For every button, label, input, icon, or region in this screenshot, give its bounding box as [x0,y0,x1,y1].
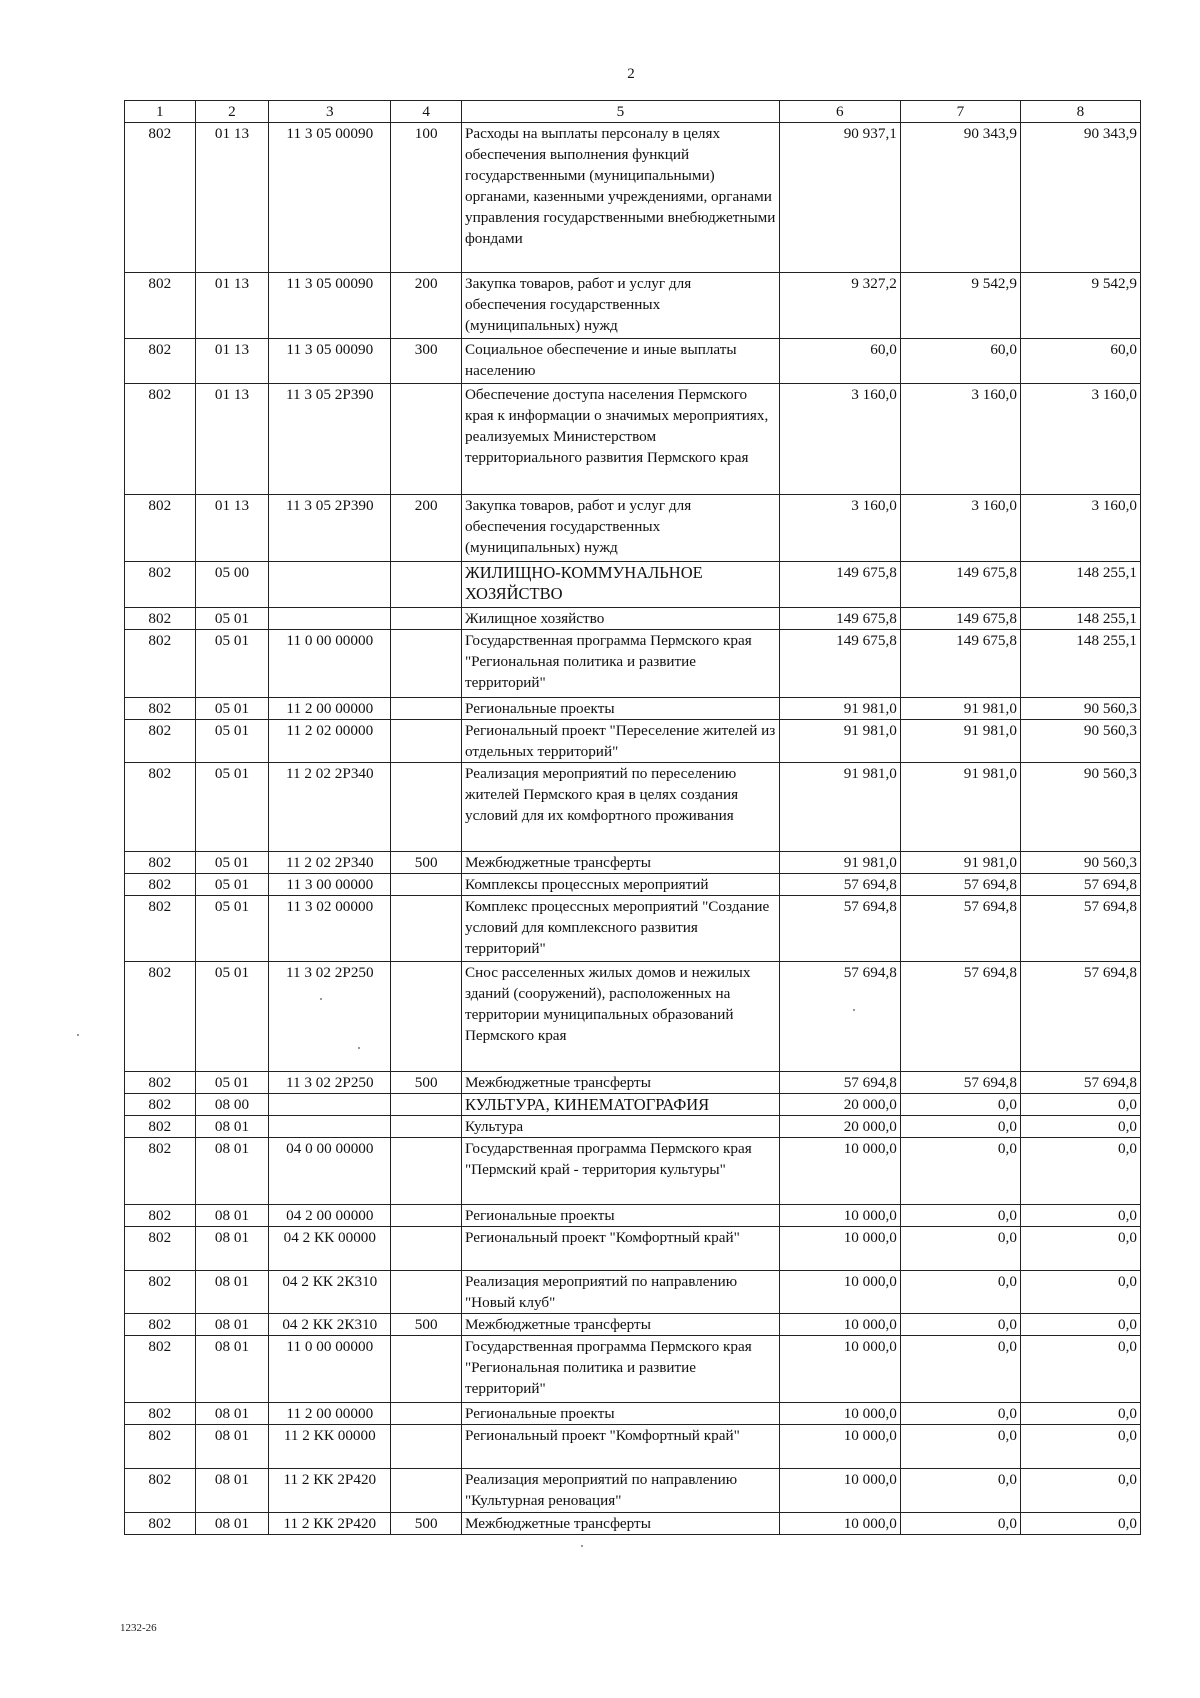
description: Региональные проекты [461,1205,779,1227]
grbs-code: 802 [125,874,196,896]
expense-type [391,562,462,608]
amount-col7: 9 542,9 [900,273,1020,339]
table-row [125,339,1141,384]
amount-col6: 9 327,2 [779,273,900,339]
description: Реализация мероприятий по направлению "Культурная реновация" [461,1469,779,1513]
amount-col8: 0,0 [1020,1469,1140,1513]
scan-speck [320,998,322,1000]
target-article: 11 2 02 2Р340 [269,852,391,874]
description: Комплекс процессных мероприятий "Создание условий для комплексного развития территорий" [461,896,779,962]
amount-col6: 57 694,8 [779,1072,900,1094]
table-row [125,896,1141,962]
description: Региональный проект "Комфортный край" [461,1227,779,1271]
expense-type [391,1403,462,1425]
section-code: 08 01 [195,1271,269,1314]
target-article: 11 3 05 00090 [269,273,391,339]
amount-col7: 0,0 [900,1138,1020,1205]
table-row [125,495,1141,562]
amount-col7: 0,0 [900,1227,1020,1271]
amount-col8: 0,0 [1020,1271,1140,1314]
col-header-2: 2 [195,101,269,123]
table-row [125,962,1141,1072]
amount-col8: 57 694,8 [1020,896,1140,962]
section-code: 08 00 [195,1094,269,1116]
description: Региональный проект "Переселение жителей из отдельных территорий" [461,720,779,763]
target-article: 11 3 05 2Р390 [269,495,391,562]
table-row [125,1227,1141,1271]
col-header-3: 3 [269,101,391,123]
col-header-4: 4 [391,101,462,123]
description: Межбюджетные трансферты [461,852,779,874]
section-code: 08 01 [195,1116,269,1138]
amount-col8: 90 560,3 [1020,698,1140,720]
amount-col8: 148 255,1 [1020,630,1140,698]
amount-col7: 57 694,8 [900,874,1020,896]
grbs-code: 802 [125,1403,196,1425]
amount-col7: 0,0 [900,1205,1020,1227]
amount-col7: 0,0 [900,1403,1020,1425]
amount-col7: 0,0 [900,1116,1020,1138]
grbs-code: 802 [125,1469,196,1513]
grbs-code: 802 [125,630,196,698]
expense-type [391,1227,462,1271]
expense-type [391,1116,462,1138]
amount-col7: 60,0 [900,339,1020,384]
amount-col8: 57 694,8 [1020,962,1140,1072]
expense-type: 100 [391,123,462,273]
expense-type: 500 [391,1072,462,1094]
expense-type: 500 [391,1513,462,1535]
grbs-code: 802 [125,562,196,608]
section-code: 08 01 [195,1403,269,1425]
grbs-code: 802 [125,495,196,562]
expense-type [391,1138,462,1205]
amount-col7: 0,0 [900,1425,1020,1469]
document-code: 1232-26 [120,1622,157,1634]
page-number: 2 [627,66,635,82]
target-article: 11 2 КК 2Р420 [269,1513,391,1535]
amount-col6: 91 981,0 [779,720,900,763]
section-code: 01 13 [195,339,269,384]
description: ЖИЛИЩНО-КОММУНАЛЬНОЕ ХОЗЯЙСТВО [461,562,779,608]
amount-col6: 60,0 [779,339,900,384]
amount-col8: 0,0 [1020,1314,1140,1336]
scan-speck [77,1034,79,1036]
amount-col7: 90 343,9 [900,123,1020,273]
grbs-code: 802 [125,1336,196,1403]
amount-col6: 3 160,0 [779,495,900,562]
amount-col8: 57 694,8 [1020,874,1140,896]
expense-type [391,874,462,896]
amount-col7: 0,0 [900,1271,1020,1314]
expense-type [391,384,462,495]
expense-type [391,1425,462,1469]
expense-type: 500 [391,1314,462,1336]
section-code: 05 01 [195,1072,269,1094]
target-article: 04 2 КК 2К310 [269,1314,391,1336]
grbs-code: 802 [125,720,196,763]
section-code: 08 01 [195,1469,269,1513]
description: Реализация мероприятий по переселению жителей Пермского края в целях создания условий для их комфортного проживания [461,763,779,852]
grbs-code: 802 [125,763,196,852]
amount-col7: 57 694,8 [900,962,1020,1072]
amount-col6: 10 000,0 [779,1138,900,1205]
description: Жилищное хозяйство [461,608,779,630]
amount-col8: 0,0 [1020,1138,1140,1205]
section-code: 05 01 [195,630,269,698]
amount-col7: 149 675,8 [900,562,1020,608]
expense-type [391,720,462,763]
amount-col8: 90 560,3 [1020,852,1140,874]
target-article: 11 3 05 00090 [269,339,391,384]
amount-col8: 9 542,9 [1020,273,1140,339]
col-header-1: 1 [125,101,196,123]
amount-col8: 90 560,3 [1020,720,1140,763]
description: Комплексы процессных мероприятий [461,874,779,896]
table-row [125,1336,1141,1403]
grbs-code: 802 [125,608,196,630]
amount-col6: 10 000,0 [779,1469,900,1513]
target-article: 04 2 00 00000 [269,1205,391,1227]
description: Обеспечение доступа населения Пермского края к информации о значимых мероприятиях, реализуемых Министерством территориального развития Пермского края [461,384,779,495]
section-code: 05 01 [195,698,269,720]
description: Расходы на выплаты персоналу в целях обеспечения выполнения функций государственными (муниципальными) органами, казенными учреждениями, органами управления государственными внебюджетными фондами [461,123,779,273]
amount-col6: 10 000,0 [779,1336,900,1403]
expense-type [391,896,462,962]
amount-col8: 3 160,0 [1020,384,1140,495]
col-header-7: 7 [900,101,1020,123]
budget-table [124,100,1141,1535]
amount-col7: 0,0 [900,1094,1020,1116]
amount-col7: 149 675,8 [900,608,1020,630]
section-code: 01 13 [195,123,269,273]
col-header-5: 5 [461,101,779,123]
grbs-code: 802 [125,339,196,384]
target-article [269,1116,391,1138]
target-article: 04 0 00 00000 [269,1138,391,1205]
table-row [125,273,1141,339]
target-article: 11 2 КК 00000 [269,1425,391,1469]
table-row [125,852,1141,874]
description: Государственная программа Пермского края "Пермский край - территория культуры" [461,1138,779,1205]
table-row [125,720,1141,763]
amount-col7: 3 160,0 [900,495,1020,562]
amount-col6: 10 000,0 [779,1425,900,1469]
target-article: 11 2 КК 2Р420 [269,1469,391,1513]
col-header-8: 8 [1020,101,1140,123]
target-article: 11 3 02 2Р250 [269,962,391,1072]
expense-type: 500 [391,852,462,874]
table-row [125,1271,1141,1314]
grbs-code: 802 [125,896,196,962]
scan-speck [581,1545,583,1547]
target-article [269,562,391,608]
amount-col7: 0,0 [900,1336,1020,1403]
amount-col7: 57 694,8 [900,896,1020,962]
grbs-code: 802 [125,1205,196,1227]
expense-type: 200 [391,495,462,562]
amount-col8: 0,0 [1020,1094,1140,1116]
grbs-code: 802 [125,1138,196,1205]
amount-col6: 20 000,0 [779,1094,900,1116]
expense-type [391,608,462,630]
amount-col7: 91 981,0 [900,720,1020,763]
grbs-code: 802 [125,698,196,720]
expense-type [391,1271,462,1314]
description: КУЛЬТУРА, КИНЕМАТОГРАФИЯ [461,1094,779,1116]
grbs-code: 802 [125,852,196,874]
section-code: 08 01 [195,1314,269,1336]
amount-col7: 0,0 [900,1314,1020,1336]
amount-col8: 148 255,1 [1020,608,1140,630]
section-code: 08 01 [195,1205,269,1227]
description: Региональный проект "Комфортный край" [461,1425,779,1469]
section-code: 08 01 [195,1138,269,1205]
amount-col7: 0,0 [900,1513,1020,1535]
grbs-code: 802 [125,123,196,273]
section-code: 05 01 [195,608,269,630]
section-code: 08 01 [195,1336,269,1403]
amount-col8: 0,0 [1020,1116,1140,1138]
expense-type [391,1336,462,1403]
amount-col8: 0,0 [1020,1425,1140,1469]
expense-type [391,1469,462,1513]
expense-type [391,698,462,720]
section-code: 01 13 [195,495,269,562]
section-code: 05 01 [195,962,269,1072]
amount-col6: 10 000,0 [779,1314,900,1336]
description: Межбюджетные трансферты [461,1314,779,1336]
table-row [125,630,1141,698]
amount-col8: 0,0 [1020,1205,1140,1227]
grbs-code: 802 [125,962,196,1072]
target-article [269,608,391,630]
target-article: 11 0 00 00000 [269,1336,391,1403]
amount-col8: 90 560,3 [1020,763,1140,852]
table-row [125,1116,1141,1138]
amount-col7: 149 675,8 [900,630,1020,698]
amount-col8: 0,0 [1020,1403,1140,1425]
expense-type [391,630,462,698]
table-body [125,123,1141,1535]
table-row [125,763,1141,852]
description: Государственная программа Пермского края "Региональная политика и развитие территорий" [461,1336,779,1403]
expense-type [391,1094,462,1116]
section-code: 05 01 [195,874,269,896]
target-article: 04 2 КК 2К310 [269,1271,391,1314]
table-row [125,1072,1141,1094]
description: Социальное обеспечение и иные выплаты населению [461,339,779,384]
description: Реализация мероприятий по направлению "Новый клуб" [461,1271,779,1314]
description: Закупка товаров, работ и услуг для обеспечения государственных (муниципальных) нужд [461,273,779,339]
table-row [125,1314,1141,1336]
section-code: 05 01 [195,852,269,874]
section-code: 05 01 [195,763,269,852]
description: Региональные проекты [461,698,779,720]
grbs-code: 802 [125,1094,196,1116]
expense-type [391,962,462,1072]
description: Культура [461,1116,779,1138]
scan-speck [853,1009,855,1011]
amount-col7: 91 981,0 [900,852,1020,874]
amount-col6: 149 675,8 [779,630,900,698]
amount-col6: 20 000,0 [779,1116,900,1138]
amount-col8: 0,0 [1020,1513,1140,1535]
table-row [125,698,1141,720]
amount-col6: 10 000,0 [779,1271,900,1314]
target-article: 11 3 05 00090 [269,123,391,273]
amount-col8: 0,0 [1020,1336,1140,1403]
amount-col8: 0,0 [1020,1227,1140,1271]
amount-col7: 91 981,0 [900,763,1020,852]
description: Государственная программа Пермского края "Региональная политика и развитие территорий" [461,630,779,698]
section-code: 08 01 [195,1227,269,1271]
grbs-code: 802 [125,1227,196,1271]
table-row [125,608,1141,630]
amount-col7: 91 981,0 [900,698,1020,720]
amount-col6: 10 000,0 [779,1403,900,1425]
header-row [125,101,1141,123]
amount-col6: 10 000,0 [779,1513,900,1535]
expense-type: 200 [391,273,462,339]
amount-col7: 57 694,8 [900,1072,1020,1094]
grbs-code: 802 [125,1513,196,1535]
amount-col6: 149 675,8 [779,562,900,608]
amount-col8: 3 160,0 [1020,495,1140,562]
col-header-6: 6 [779,101,900,123]
target-article: 04 2 КК 00000 [269,1227,391,1271]
section-code: 08 01 [195,1513,269,1535]
amount-col6: 3 160,0 [779,384,900,495]
table-row [125,562,1141,608]
description: Региональные проекты [461,1403,779,1425]
grbs-code: 802 [125,1116,196,1138]
expense-type [391,1205,462,1227]
table-row [125,1094,1141,1116]
table-row [125,1513,1141,1535]
table-row [125,874,1141,896]
section-code: 05 01 [195,720,269,763]
expense-type [391,763,462,852]
target-article: 11 3 02 2Р250 [269,1072,391,1094]
table-row [125,1425,1141,1469]
grbs-code: 802 [125,1314,196,1336]
section-code: 05 01 [195,896,269,962]
grbs-code: 802 [125,273,196,339]
amount-col8: 60,0 [1020,339,1140,384]
amount-col6: 91 981,0 [779,852,900,874]
amount-col6: 10 000,0 [779,1205,900,1227]
target-article: 11 2 02 2Р340 [269,763,391,852]
amount-col8: 148 255,1 [1020,562,1140,608]
amount-col6: 57 694,8 [779,874,900,896]
target-article [269,1094,391,1116]
description: Закупка товаров, работ и услуг для обеспечения государственных (муниципальных) нужд [461,495,779,562]
section-code: 05 00 [195,562,269,608]
target-article: 11 3 00 00000 [269,874,391,896]
target-article: 11 3 05 2Р390 [269,384,391,495]
target-article: 11 2 00 00000 [269,698,391,720]
description: Межбюджетные трансферты [461,1072,779,1094]
table-row [125,1205,1141,1227]
amount-col6: 91 981,0 [779,763,900,852]
table-row [125,1469,1141,1513]
target-article: 11 2 02 00000 [269,720,391,763]
grbs-code: 802 [125,1072,196,1094]
amount-col6: 57 694,8 [779,896,900,962]
grbs-code: 802 [125,1425,196,1469]
table-row [125,1403,1141,1425]
table-row [125,1138,1141,1205]
amount-col6: 90 937,1 [779,123,900,273]
description: Снос расселенных жилых домов и нежилых зданий (сооружений), расположенных на территории муниципальных образований Пермского края [461,962,779,1072]
table-row [125,384,1141,495]
section-code: 08 01 [195,1425,269,1469]
amount-col7: 0,0 [900,1469,1020,1513]
scan-speck [358,1047,360,1049]
amount-col7: 3 160,0 [900,384,1020,495]
description: Межбюджетные трансферты [461,1513,779,1535]
grbs-code: 802 [125,1271,196,1314]
amount-col8: 57 694,8 [1020,1072,1140,1094]
amount-col6: 10 000,0 [779,1227,900,1271]
table-row [125,123,1141,273]
expense-type: 300 [391,339,462,384]
amount-col6: 149 675,8 [779,608,900,630]
section-code: 01 13 [195,384,269,495]
amount-col6: 91 981,0 [779,698,900,720]
target-article: 11 3 02 00000 [269,896,391,962]
amount-col6: 57 694,8 [779,962,900,1072]
amount-col8: 90 343,9 [1020,123,1140,273]
section-code: 01 13 [195,273,269,339]
target-article: 11 2 00 00000 [269,1403,391,1425]
target-article: 11 0 00 00000 [269,630,391,698]
grbs-code: 802 [125,384,196,495]
